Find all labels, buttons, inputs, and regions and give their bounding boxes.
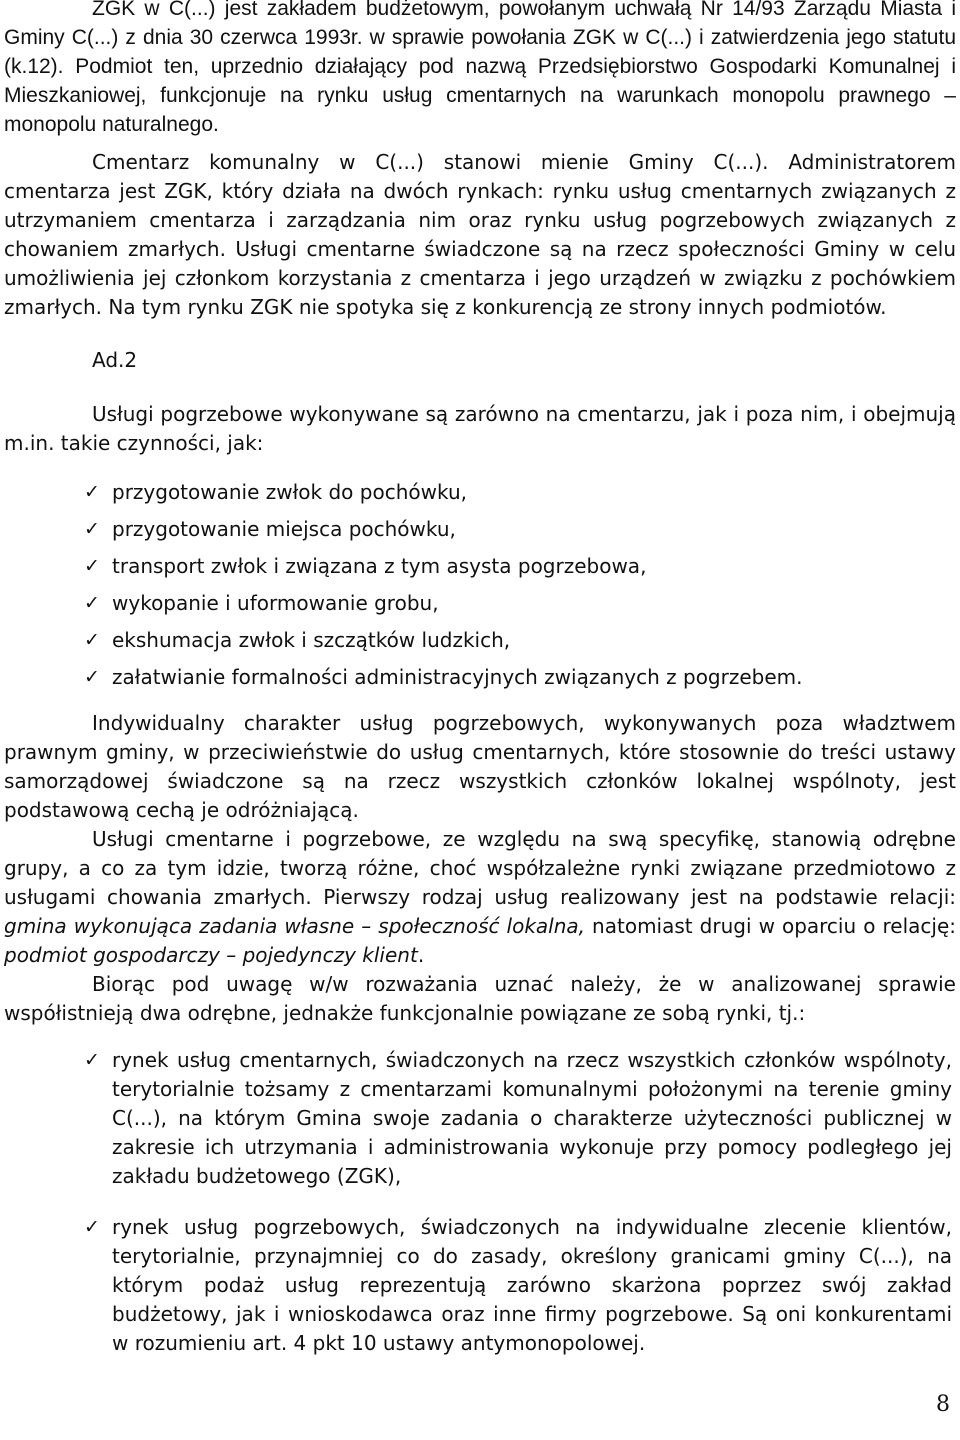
list-item: ✓ wykopanie i uformowanie grobu, (112, 589, 956, 618)
check-mark-icon: ✓ (84, 481, 100, 503)
list-item: ✓ przygotowanie miejsca pochówku, (112, 515, 956, 544)
paragraph-individual-character: Indywidualny charakter usług pogrzebowych, wykonywanych poza władztwem prawnym gminy, w przeciwieństwie do usług cmentarnych, które stosownie do treści ustawy samorządowej świadczone są na rzecz wszystkich członków lokalnej wspólnoty, jest podstawową cechą je odróżniającą. (4, 711, 956, 822)
paragraph-markets-relation: Usługi cmentarne i pogrzebowe, ze względu na swą specyfikę, stanowią odrębne grupy, a co za tym idzie, tworzą różne, choć współzależne rynki związane przedmiotowo z usługami chowania zmarłych. Pierwszy rodzaj usług realizowany jest na podstawie relacji: gmina wykonująca zadania własne – społeczność lokalna, natomiast drugi w oparciu o relację: podmiot gospodarczy – pojedynczy klient. (4, 827, 956, 967)
list-item: ✓ ekshumacja zwłok i szczątków ludzkich, (112, 626, 956, 655)
list-item: ✓ rynek usług pogrzebowych, świadczonych na indywidualne zlecenie klientów, terytorialnie, przynajmniej co do zasady, określony granicami gminy C(...), na którym podaż usług reprezentują zarówno skarżona poprzez swój zakład budżetowy, jak i wnioskodawca oraz inne firmy pogrzebowe. Są oni konkurentami w rozumieniu art. 4 pkt 10 ustawy antymonopolowej. (112, 1213, 956, 1358)
page-number: 8 (936, 1392, 950, 1417)
check-mark-icon: ✓ (84, 629, 100, 651)
list-item: ✓ załatwianie formalności administracyjnych związanych z pogrzebem. (112, 663, 956, 692)
list-item: ✓ przygotowanie zwłok do pochówku, (112, 478, 956, 507)
markets-list (4, 1046, 956, 1358)
check-mark-icon: ✓ (84, 592, 100, 614)
document-page (4, 0, 956, 1358)
section-label-ad2: Ad.2 (92, 348, 138, 372)
funeral-services-list (4, 478, 956, 692)
check-mark-icon: ✓ (84, 666, 100, 688)
paragraph-zgk-status: ZGK w C(...) jest zakładem budżetowym, powołanym uchwałą Nr 14/93 Zarządu Miasta i Gminy C(...) z dnia 30 czerwca 1993r. w sprawie powołania ZGK w C(...) i zatwierdzenia jego statutu (k.12). Podmiot ten, uprzednio działający pod nazwą Przedsiębiorstwo Gospodarki Komunalnej i Mieszkaniowej, funkcjonuje na rynku usług cmentarnych na warunkach monopolu prawnego – monopolu naturalnego. (4, 0, 956, 136)
relation-municipality: gmina wykonująca zadania własne – społeczność lokalna, (4, 914, 586, 938)
paragraph-conclusion: Biorąc pod uwagę w/w rozważania uznać należy, że w analizowanej sprawie współistnieją dwa odrębne, jednakże funkcjonalnie powiązane ze sobą rynki, tj.: (4, 972, 956, 1025)
paragraph-cemetery: Cmentarz komunalny w C(...) stanowi mienie Gminy C(...). Administratorem cmentarza jest ZGK, który działa na dwóch rynkach: rynku usług cmentarnych związanych z utrzymaniem cmentarza i zarządzania nim oraz rynku usług pogrzebowych związanych z chowaniem zmarłych. Usługi cmentarne świadczone są na rzecz społeczności Gminy w celu umożliwienia jej członkom korzystania z cmentarza i jego urządzeń w związku z pochówkiem zmarłych. Na tym rynku ZGK nie spotyka się z konkurencją ze strony innych podmiotów. (4, 150, 956, 319)
check-mark-icon: ✓ (84, 518, 100, 540)
check-mark-icon: ✓ (84, 1216, 100, 1238)
check-mark-icon: ✓ (84, 555, 100, 577)
list-item: ✓ rynek usług cmentarnych, świadczonych na rzecz wszystkich członków wspólnoty, terytorialnie tożsamy z cmentarzami komunalnymi położonymi na terenie gminy C(...), na którym Gmina swoje zadania o charakterze użyteczności publicznej w zakresie ich utrzymania i administrowania wykonuje przy pomocy podległego jej zakładu budżetowego (ZGK), (112, 1046, 956, 1191)
check-mark-icon: ✓ (84, 1049, 100, 1071)
relation-business: podmiot gospodarczy – pojedynczy klient (4, 943, 418, 967)
list-item: ✓ transport zwłok i związana z tym asysta pogrzebowa, (112, 552, 956, 581)
paragraph-funeral-services: Usługi pogrzebowe wykonywane są zarówno na cmentarzu, jak i poza nim, i obejmują m.in. takie czynności, jak: (4, 402, 956, 455)
